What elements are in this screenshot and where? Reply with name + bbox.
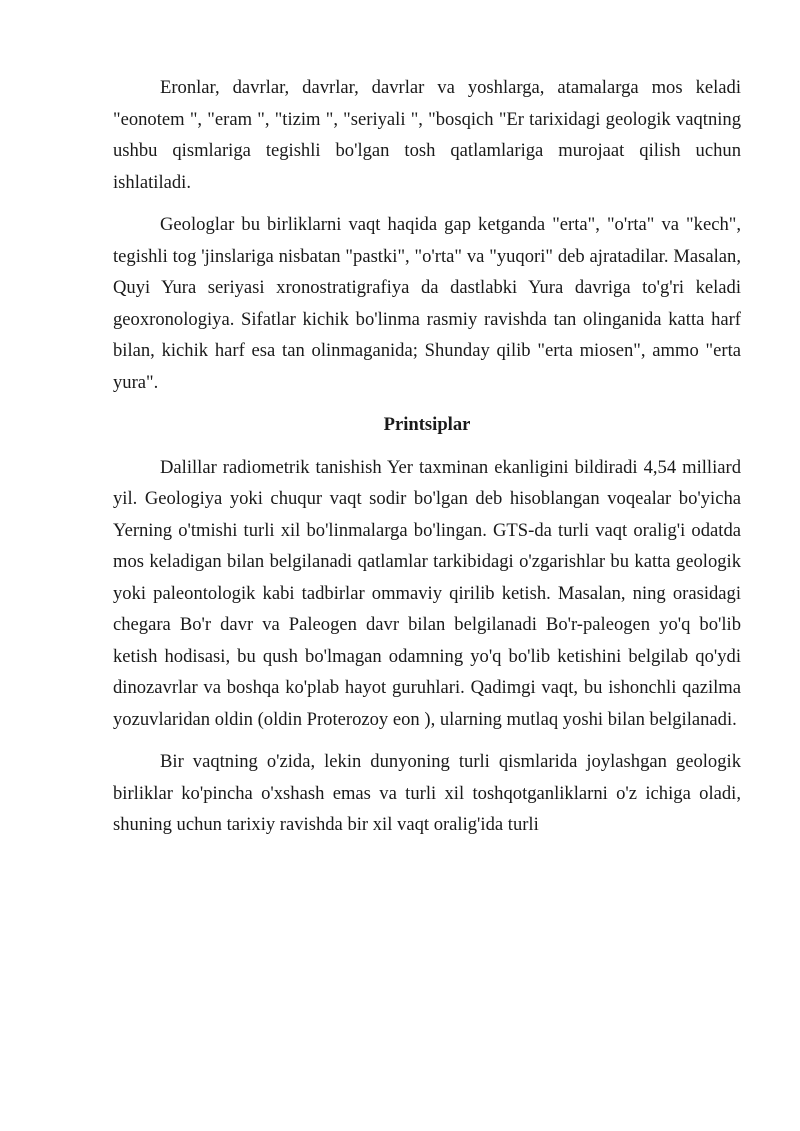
- section-heading: Printsiplar: [383, 414, 471, 435]
- paragraph-2: Geologlar bu birliklarni vaqt haqida gap ketganda "erta", "o'rta" va "kech", tegishli tog 'jinslariga nisbatan "pastki", "o'rta" va "yuqori" deb ajratadilar. Masalan, Quyi Yura seriyasi xronostratigrafiya da dastlabki Yura davriga to'g'ri keladi geoxronologiya. Sifatlar kichik bo'linma rasmiy ravishda tan olinganida katta harf bilan, kichik harf esa tan olinmaganida; Shunday qilib "erta miosen", ammo "erta yura".: [113, 214, 741, 393]
- paragraph-1: Eronlar, davrlar, davrlar, davrlar va yoshlarga, atamalarga mos keladi "eonotem ", "eram ", "tizim ", "seriyali ", "bosqich "Er tarixidagi geologik vaqtning ushbu qismlariga tegishli bo'lgan tosh qatlamlariga murojaat qilish uchun ishlatiladi.: [113, 77, 741, 193]
- paragraph-4: Bir vaqtning o'zida, lekin dunyoning turli qismlarida joylashgan geologik birliklar ko'pincha o'xshash emas va turli xil toshqotganliklarni o'z ichiga oladi, shuning uchun tarixiy ravishda bir xil vaqt oralig'ida turli: [113, 751, 741, 835]
- document-page: [113, 72, 741, 852]
- paragraph-3: Dalillar radiometrik tanishish Yer taxminan ekanligini bildiradi 4,54 milliard yil. Geologiya yoki chuqur vaqt sodir bo'lgan deb hisoblangan voqealar bo'yicha Yerning o'tmishi turli xil bo'linmalarga bo'lingan. GTS-da turli vaqt oralig'i odatda mos keladigan bilan belgilanadi qatlamlar tarkibidagi o'zgarishlar bu katta geologik yoki paleontologik kabi tadbirlar ommaviy qirilib ketish. Masalan, ning orasidagi chegara Bo'r davr va Paleogen davr bilan belgilanadi Bo'r-paleogen yo'q bo'lib ketish hodisasi, bu qush bo'lmagan odamning yo'q bo'lib ketishini belgilab qo'ydi dinozavrlar va boshqa ko'plab hayot guruhlari. Qadimgi vaqt, bu ishonchli qazilma yozuvlaridan oldin (oldin Proterozoy eon ), ularning mutlaq yoshi bilan belgilanadi.: [113, 456, 741, 730]
